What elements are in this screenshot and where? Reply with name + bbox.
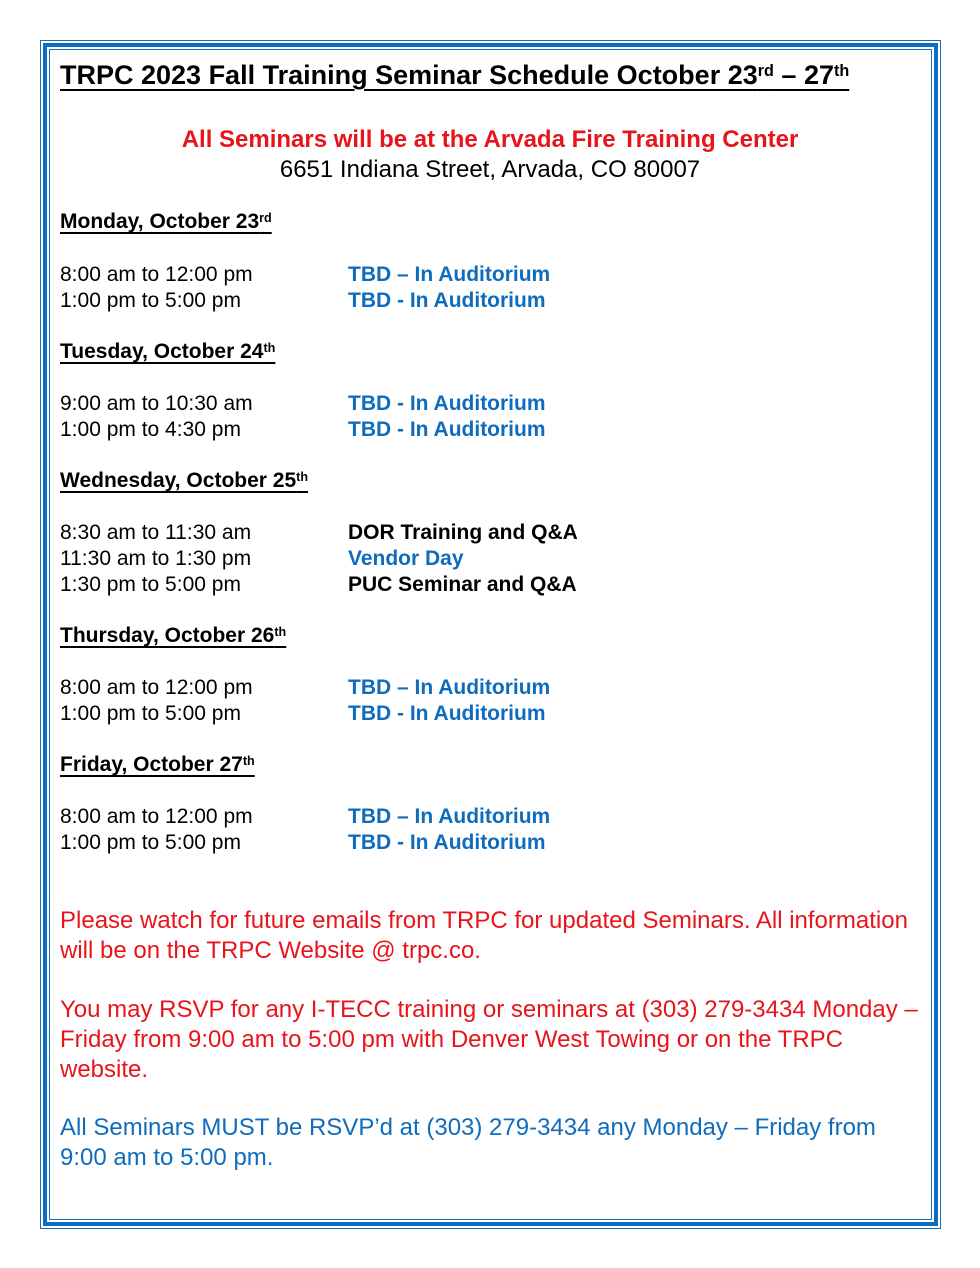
session-event: TBD - In Auditorium (348, 702, 546, 725)
day-heading (60, 752, 255, 778)
session-time: 8:00 am to 12:00 pm (60, 676, 253, 699)
session-time: 1:30 pm to 5:00 pm (60, 573, 241, 596)
note-updates: Please watch for future emails from TRPC for updated Seminars. All information will be on the TRPC Website @ trpc.co. (60, 907, 908, 964)
note-rsvp: You may RSVP for any I-TECC training or seminars at (303) 279-3434 Monday – Friday from 9:00 am to 5:00 pm with Denver West Towing or on the TRPC website. (60, 996, 918, 1083)
day-label: Wednesday, October 25 (60, 469, 297, 492)
session-event: TBD – In Auditorium (348, 676, 551, 699)
session-time: 11:30 am to 1:30 pm (60, 547, 252, 570)
day-label: Friday, October 27 (60, 753, 243, 776)
title-text: TRPC 2023 Fall Training Seminar Schedule October 23 (60, 60, 758, 90)
session-time: 8:30 am to 11:30 am (60, 521, 252, 544)
session-event: Vendor Day (348, 547, 464, 570)
note-rsvp-required: All Seminars MUST be RSVP’d at (303) 279-3434 any Monday – Friday from 9:00 am to 5:00 pm. (60, 1114, 876, 1171)
session-event: TBD - In Auditorium (348, 831, 546, 854)
session-event: TBD – In Auditorium (348, 805, 551, 828)
session-time: 8:00 am to 12:00 pm (60, 805, 253, 828)
day-sup: th (296, 470, 309, 484)
day-sup: th (274, 625, 287, 639)
day-heading (60, 339, 275, 365)
session-event: TBD - In Auditorium (348, 418, 546, 441)
session-time: 1:00 pm to 5:00 pm (60, 289, 241, 312)
location-address: 6651 Indiana Street, Arvada, CO 80007 (279, 156, 701, 183)
day-sup: th (242, 754, 255, 768)
day-sup: th (263, 341, 276, 355)
day-label: Monday, October 23 (60, 210, 260, 233)
session-time: 1:00 pm to 5:00 pm (60, 831, 241, 854)
location-heading: All Seminars will be at the Arvada Fire Training Center (181, 126, 799, 153)
day-sup: rd (259, 211, 272, 225)
session-time: 8:00 am to 12:00 pm (60, 263, 253, 286)
session-time: 9:00 am to 10:30 am (60, 392, 253, 415)
session-event: TBD - In Auditorium (348, 289, 546, 312)
day-heading (60, 468, 308, 494)
title-sup: th (833, 62, 850, 80)
day-heading (60, 209, 272, 235)
session-time: 1:00 pm to 4:30 pm (60, 418, 241, 441)
day-label: Thursday, October 26 (60, 624, 275, 647)
day-label: Tuesday, October 24 (60, 340, 264, 363)
title-sup: rd (757, 62, 774, 80)
session-event: TBD - In Auditorium (348, 392, 546, 415)
session-event: DOR Training and Q&A (348, 521, 578, 544)
session-event: TBD – In Auditorium (348, 263, 551, 286)
session-time: 1:00 pm to 5:00 pm (60, 702, 241, 725)
title-end: – 27 (773, 60, 834, 90)
session-event: PUC Seminar and Q&A (348, 573, 577, 596)
page-title (60, 58, 849, 92)
day-heading (60, 623, 286, 649)
